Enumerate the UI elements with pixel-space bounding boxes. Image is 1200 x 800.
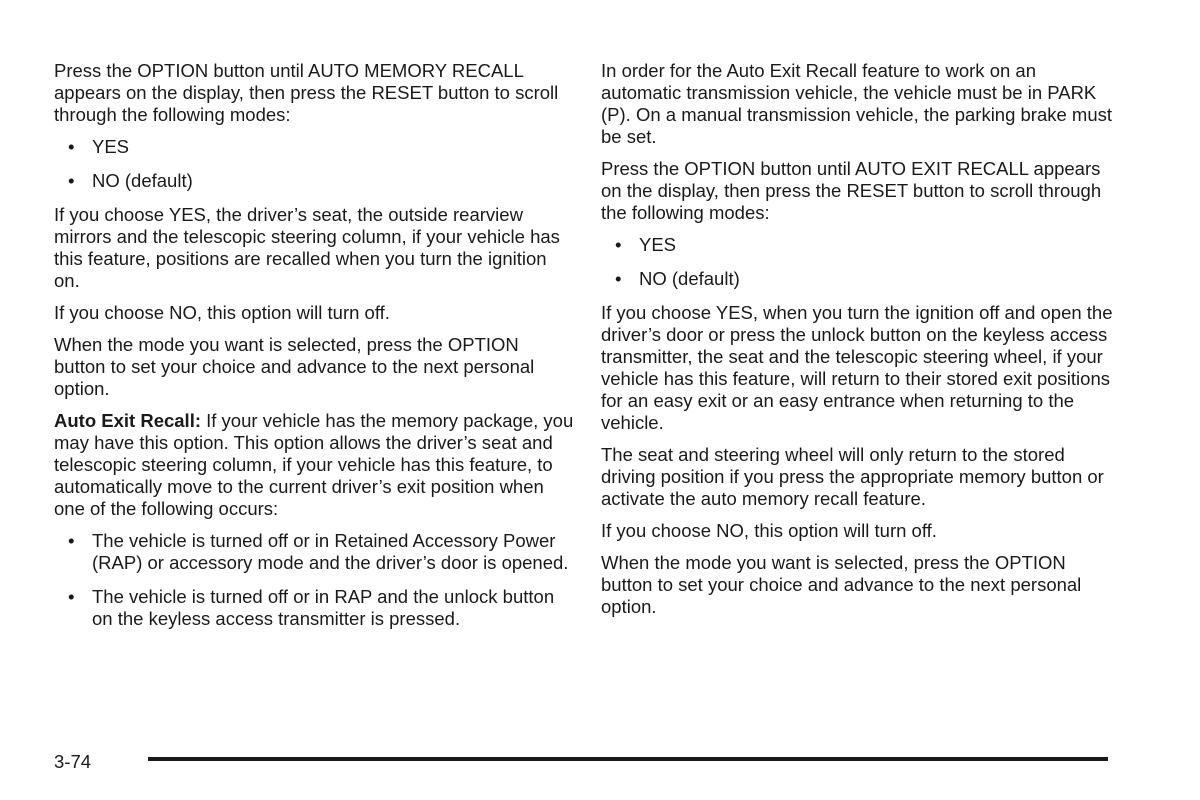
paragraph-return-conditions: The seat and steering wheel will only return to the stored driving position if you press the appropriate memory button or activate the auto memory recall feature. [601, 444, 1104, 509]
page-number: 3-74 [54, 751, 92, 772]
footer-divider [148, 757, 1108, 761]
list-item-text: NO (default) [639, 268, 740, 289]
page-footer [54, 750, 1110, 774]
section-text: If your vehicle has the memory package, you may have this option. This option allows the driver’s seat and telescopic steering column, if your vehicle has this feature, to automatically move to the current driver’s exit position when one of the following occurs: [54, 410, 574, 519]
mode-list [601, 234, 1121, 290]
paragraph-auto-exit-requirements: In order for the Auto Exit Recall feature to work on an automatic transmission vehicle, the vehicle must be in PARK (P). On a manual transmission vehicle, the parking brake must be set. [601, 60, 1113, 147]
list-item [54, 170, 574, 192]
section-label: Auto Exit Recall: [54, 410, 201, 431]
paragraph-mode-selected: When the mode you want is selected, press the OPTION button to set your choice and advance to the next personal option. [54, 334, 535, 399]
paragraph-mode-selected: When the mode you want is selected, press the OPTION button to set your choice and advance to the next personal option. [601, 552, 1082, 617]
paragraph-no-explanation: If you choose NO, this option will turn off. [54, 302, 390, 323]
bullet-icon: • [68, 136, 75, 157]
list-item [601, 268, 1121, 290]
list-item-text: YES [639, 234, 677, 255]
list-item-text: YES [92, 136, 130, 157]
list-item-text: NO (default) [92, 170, 193, 191]
list-item-text: The vehicle is turned off or in Retained Accessory Power (RAP) or accessory mode and the driver’s door is opened. [92, 530, 569, 573]
bullet-icon: • [615, 268, 622, 289]
paragraph-auto-exit-recall [54, 410, 574, 520]
bullet-icon: • [68, 586, 75, 607]
bullet-icon: • [615, 234, 622, 255]
condition-list [54, 530, 574, 630]
paragraph-yes-explanation: If you choose YES, when you turn the ignition off and open the driver’s door or press the unlock button on the keyless access transmitter, the seat and the telescopic steering wheel, if your vehicle has this feature, will return to their stored exit positions for an easy exit or an easy entrance when returning to the vehicle. [601, 302, 1113, 433]
paragraph-yes-explanation: If you choose YES, the driver’s seat, the outside rearview mirrors and the telescopic steering column, if your vehicle has this feature, positions are recalled when you turn the ignition on. [54, 204, 560, 291]
bullet-icon: • [68, 170, 75, 191]
paragraph-auto-exit-recall-intro: Press the OPTION button until AUTO EXIT RECALL appears on the display, then press the RESET button to scroll through the following modes: [601, 158, 1102, 223]
paragraph-no-explanation: If you choose NO, this option will turn off. [601, 520, 937, 541]
right-column [601, 60, 1121, 628]
list-item-text: The vehicle is turned off or in RAP and the unlock button on the keyless access transmitter is pressed. [92, 586, 555, 629]
paragraph-auto-memory-recall-intro: Press the OPTION button until AUTO MEMORY RECALL appears on the display, then press the RESET button to scroll through the following modes: [54, 60, 559, 125]
list-item [54, 530, 574, 574]
bullet-icon: • [68, 530, 75, 551]
left-column [54, 60, 574, 642]
list-item [54, 136, 574, 158]
list-item [601, 234, 1121, 256]
mode-list [54, 136, 574, 192]
list-item [54, 586, 574, 630]
